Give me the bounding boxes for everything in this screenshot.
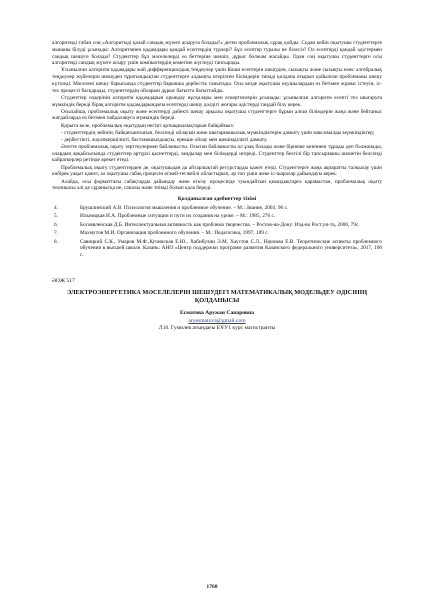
reference-text: Ильницкая И.А. Проблемные ситуации и пути их создания на уроке. – М.: 1985, 276 с. [80,213,276,220]
references-heading: Қолданылған әдебиеттер тізімі [177,196,257,203]
document-page [52,40,382,332]
reference-item [52,239,382,259]
page-number: 1768 [206,584,218,590]
reference-text: Брушлинский А.В. Психология мышления и проблемное обучение. – М.: Знание, 2003, 96 с. [80,205,289,212]
body-paragraph: алгоритмді табан соң «Алгоритмді қалай сандық жүзеге асыруға болады?» деген проблемалық сұрақ қойды. Содан кейін оқытушы студенттерге мынаны білуді ұсынады: Алгоритмнен қадамдары қандай есептердің түрлері? Бұл есептер туралы не білесіз? Ол есептерді қандай әдістермен сандық шешуге болады? Студенттер бұл мәселелерді өз беттеріне шешіп, дұрыс болжам жасайды. Одан соң оқытушы студенттерге осы алгоритмді сандық жүзеге асыру үшін компьютердің көмегіне жүгінуді тапсырады. [52,40,382,67]
body-paragraph: Қорыта келе, проблемалық оқытудың негізгі артықшылықтарын байқаймыз: [61,122,235,129]
reference-number: 8. [54,238,58,245]
reference-text: Махмутов М.И. Организация проблемного обучения. – М.: Педагогика, 1997, 189 с. [80,230,269,237]
body-paragraph: Студенттер өздерінің алгоритм қадамдарын орындау нұсқалары мен ескертпелерін ұсынады: ұсынылған алгоритм есепті тез шығаруға мүмкіндік береді бірақ алгоритм қадамдарындағы есептерді шешу дәлдігі жоғары әдістерді таңдай білу керек. [52,94,382,108]
author-block [52,310,382,332]
references-list [52,205,382,258]
reference-item [52,222,382,229]
article-title: ЭЛЕКТРОЭНЕРГЕТИКА МӘСЕЛЕЛЕРІН ШЕШУДЕГІ МАТЕМАТИКАЛЫҚ МОДЕЛЬДЕУ ӘДІСІНІҢ ҚОЛДАНЫСЫ [66,289,368,305]
list-item: - дербестікті, жауапкершілікті, бастамашылдықты, ерекше ойлау мен шешімділікті дамыту. [61,136,268,143]
reference-item [52,230,382,237]
reference-text: Богоявленская Д.Б. Интеллектуальная активность как проблема творчества. – Ростов-на-Дону: Изд-во Рост.ун-та, 2000, 79с. [80,221,360,228]
body-paragraph: Ұсынылған алгоритм қадамдары жай дифференциалдық теңдеулер үшін Коши есептерін шешуден, сызықты және сызықты емес алгебралық теңдеулер жүйелерін шешуден тұратындықтан студенттерге алдыңғы игерілген білімдерін тиімді қолдана отырып қойылған проблеманы шешу күтіледі. Мәселені шешу барысында студенттер барынша дербестік танытады. Осы кезде оқытушы оқушылардың өз бетімен жұмыс істеуін, іс-тех процесті басқарады, студенттердің ойларын дұрыс бағытта бағыттайды. [52,67,382,94]
reference-item [52,213,382,220]
author-name: Есматова Аружан Сапаровна [179,310,255,317]
reference-number: 4. [54,205,58,212]
reference-number: 7. [54,230,58,237]
list-item: - студенттердің зейінін, байқағыштығын, белсенді ойлауын және шығармашылық мүмкіндіктерін дамыту үшін максималды мүмкіндіктер; [61,129,375,136]
udc-code: ӘОЖ 517 [52,278,75,285]
body-text [52,40,382,192]
author-email-link[interactable]: aryesmatova@gmail.com [188,317,246,324]
reference-text: Савицкий С.К., Умаров М.Ф.,Кучинская Е.Ю., Хабибулин Э.М, Хаустов С.Л., Наумова Е.В. Теоретические аспекты проблемного обучения в высшей школе. Казань: АНО «Центр поддержки программ развития Казанского федерального университета», 2017, 106 с. [80,238,382,258]
reference-item [52,205,382,212]
body-paragraph: Осылайша, проблемалық оқыту және есептерді дәйекті шешу арқылы оқытушы студенттерге бұрын алған білімдерін жаңа және бейтаныс жағдайларда өз бетімен пайдалануға мүмкіндік береді. [52,108,382,122]
body-paragraph: Әлетте проблемалық оқыту зерттеулермен байланысты. Осыған байланысты ол ұзақ болады және бірнеше кезеннен тұрады деп болжанады, олардың әрқайсысында студенттер әртүрлі қасиеттерді, заңдылар мен білімдерді игереді. Студенттер белгілі бір тапсырманы шешетін белсенді кайраткерлер ретінде әрекет етеді. [52,143,382,164]
author-affiliation: Л.Н. Гумилев атындағы ЕҰУ1 курс магистранты [158,324,276,331]
reference-number: 5. [54,213,58,220]
body-paragraph: Проблемалық оқыту студенттерден де, оқытушыдан да айтарлықтай ресурстарды қажет етеді. Студенттерге жаңа ақпаратты талқылау үшін көбірек уақыт қажет, ал оқытушы сабақ процесін егжей-тегжейлі ойластырып, әр топ үшін жеке іс-шаралар дайындауы керек. [52,164,382,178]
body-paragraph: Алайда, осы форматтағы сабақтарды дайындау және өткізу процесінде туындайтын қиындықтарға қарамастан, проблемалық оқыту техникасы әлі де сұранысқа ие, сапалы және тиімді болып қала береді. [52,178,382,192]
reference-number: 6. [54,221,58,228]
